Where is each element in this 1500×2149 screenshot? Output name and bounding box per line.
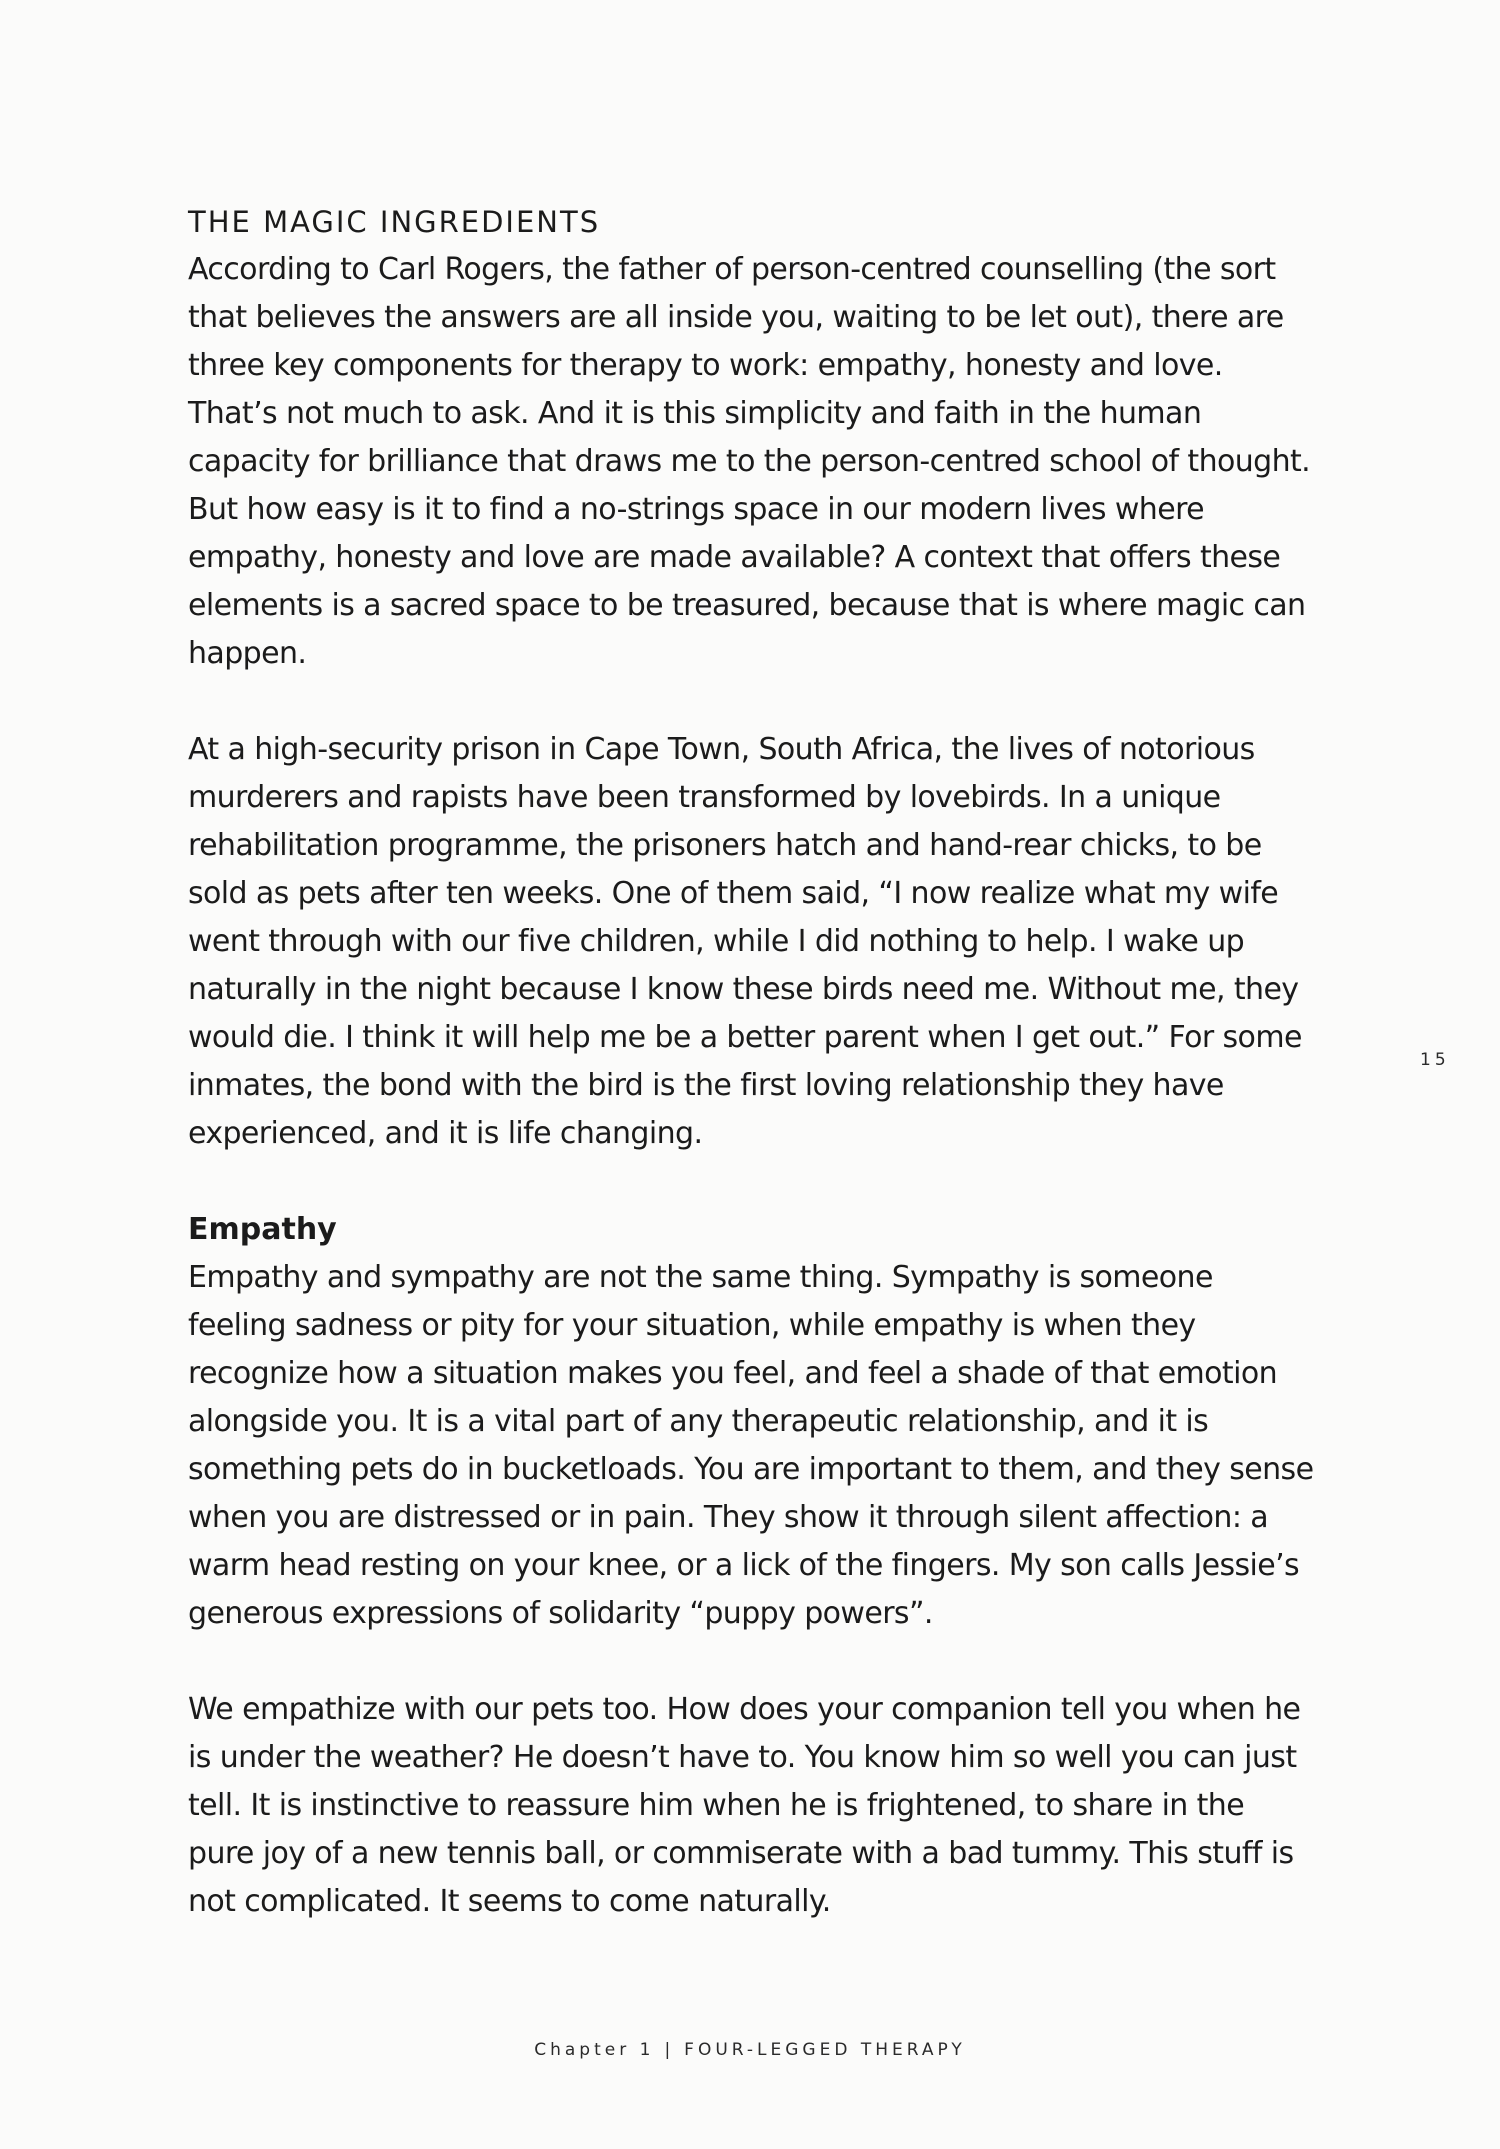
running-footer bbox=[0, 2040, 1500, 2060]
page-number: 15 bbox=[1420, 1050, 1450, 1070]
paragraph: We empathize with our pets too. How does your companion tell you when he is under the weather? He doesn’t have to. You know him so well you can just tell. It is instinctive to reassure him when he is frightened, to share in the pure joy of a new tennis ball, or commiserate with a bad tummy. This stuff is not complicated. It seems to come naturally. bbox=[188, 1692, 1301, 1919]
footer-chapter: Chapter 1 bbox=[534, 2040, 655, 2060]
paragraph-spacer bbox=[188, 1158, 1318, 1206]
page-body bbox=[188, 198, 1318, 1926]
subheading-empathy: Empathy bbox=[188, 1212, 337, 1247]
paragraph: According to Carl Rogers, the father of person-centred counselling (the sort that believes the answers are all inside you, waiting to be let out), there are three key components for therapy to work: empathy, honesty and love. That’s not much to ask. And it is this simplicity and faith in the human capacity for brilliance that draws me to the person-centred school of thought. But how easy is it to find a no-strings space in our modern lives where empathy, honesty and love are made available? A context that offers these elements is a sacred space to be treasured, because that is where magic can happen. bbox=[188, 252, 1311, 671]
section-heading: THE MAGIC INGREDIENTS bbox=[188, 205, 601, 239]
paragraph-spacer bbox=[188, 1638, 1318, 1686]
footer-separator: | bbox=[664, 2040, 675, 2060]
paragraph: Empathy and sympathy are not the same thing. Sympathy is someone feeling sadness or pity for your situation, while empathy is when they recognize how a situation makes you feel, and feel a shade of that emotion alongside you. It is a vital part of any therapeutic relationship, and it is something pets do in bucketloads. You are important to them, and they sense when you are distressed or in pain. They show it through silent affection: a warm head resting on your knee, or a lick of the fingers. My son calls Jessie’s generous expressions of solidarity “puppy powers”. bbox=[188, 1260, 1314, 1631]
paragraph: At a high-security prison in Cape Town, South Africa, the lives of notorious murderers and rapists have been transformed by lovebirds. In a unique rehabilitation programme, the prisoners hatch and hand-rear chicks, to be sold as pets after ten weeks. One of them said, “I now realize what my wife went through with our five children, while I did nothing to help. I wake up naturally in the night because I know these birds need me. Without me, they would die. I think it will help me be a better parent when I get out.” For some inmates, the bond with the bird is the first loving relationship they have experienced, and it is life changing. bbox=[188, 732, 1302, 1151]
footer-title: FOUR-LEGGED THERAPY bbox=[684, 2040, 966, 2060]
paragraph-spacer bbox=[188, 678, 1318, 726]
